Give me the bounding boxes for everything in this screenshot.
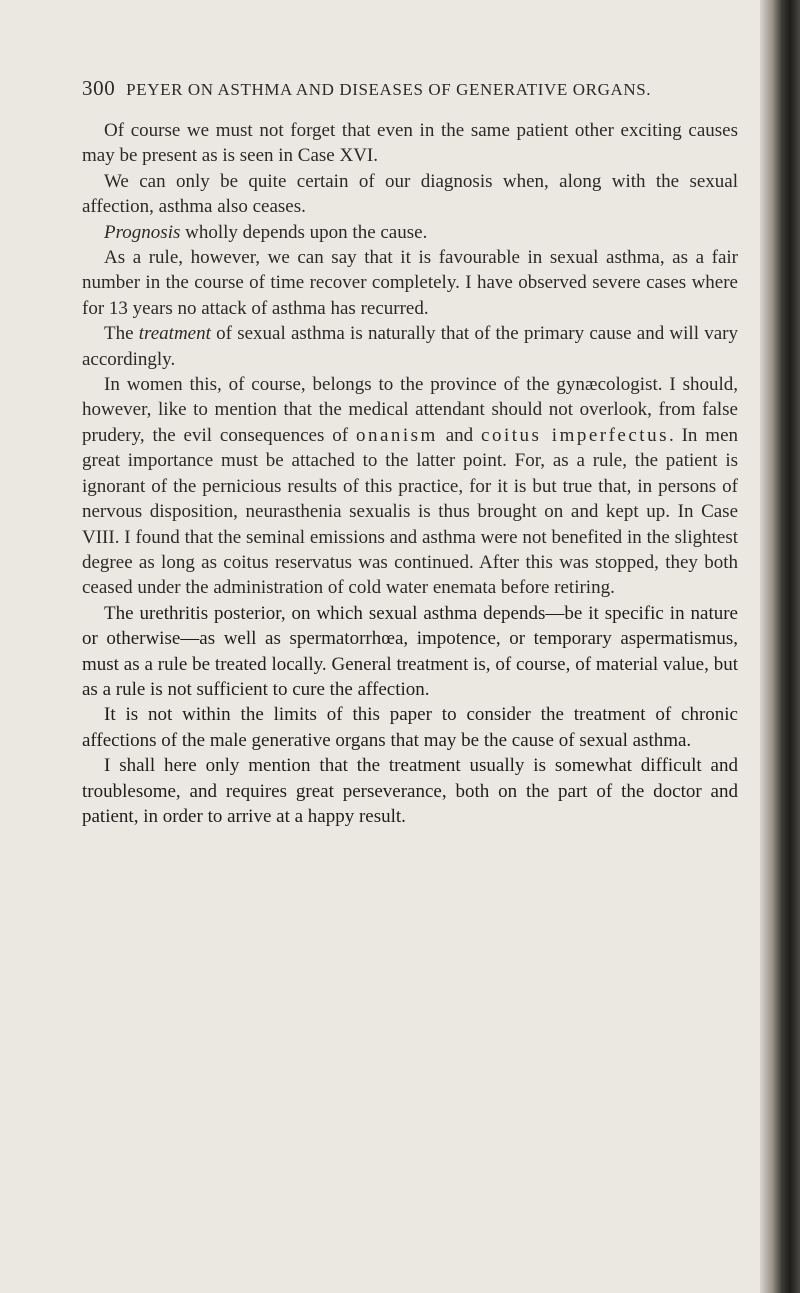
coitus-imperfectus-term: coitus imperfectus xyxy=(481,424,669,446)
paragraph-5-pre: The xyxy=(104,323,139,345)
paragraph-1-text: Of course we must not forget that even in the same patient other exciting causes may be present as is seen in Case XVI. xyxy=(82,120,738,167)
onanism-term: onanism xyxy=(355,424,438,446)
paragraph-9 xyxy=(82,753,738,829)
paragraph-7 xyxy=(82,601,738,703)
paragraph-3 xyxy=(82,220,738,245)
running-header xyxy=(82,76,742,101)
page-number: 300 xyxy=(82,76,116,100)
paragraph-9-text: I shall here only mention that the treatment usually is somewhat difficult and troublesome, and requires great perseverance, both on the part of the doctor and patient, in order to arrive at a happy result. xyxy=(82,755,738,827)
paragraph-7-text: The urethritis posterior, on which sexual asthma depends—be it specific in nature or otherwise—as well as spermatorrhœa, impotence, or temporary aspermatismus, must as a rule be treated locally. General treatment is, of course, of material value, but as a rule is not sufficient to cure the affection. xyxy=(82,602,738,700)
paragraph-8 xyxy=(82,702,738,753)
paragraph-6 xyxy=(82,372,738,601)
paragraph-1 xyxy=(82,118,738,169)
running-title: PEYER ON ASTHMA AND DISEASES OF GENERATIVE ORGANS. xyxy=(126,80,652,99)
prognosis-heading: Prognosis xyxy=(104,221,181,243)
paragraph-6-mid: and xyxy=(437,424,482,446)
body-text xyxy=(82,118,738,829)
paragraph-5-text: of sexual asthma is naturally that of the primary cause and will vary accordingly. xyxy=(82,323,738,370)
paragraph-6-tail: . In men great importance must be attached to the latter point. For, as a rule, the patient is ignorant of the pernicious results of this practice, for it is but true that, in persons of nervous disposition, neurasthenia sexualis is thus brought on and kept up. In Case VIII. I found that the seminal emissions and asthma were not benefited in the slightest degree as long as coitus reservatus was continued. After this was stopped, they both ceased under the administration of cold water enemata before retiring. xyxy=(82,424,739,599)
paragraph-4-text: As a rule, however, we can say that it is favourable in sexual asthma, as a fair number in the course of time recover completely. I have observed severe cases where for 13 years no attack of asthma has recurred. xyxy=(82,247,738,319)
paragraph-3-text: wholly depends upon the cause. xyxy=(180,221,428,243)
paragraph-2 xyxy=(82,169,738,220)
paragraph-4 xyxy=(82,245,738,321)
paragraph-5 xyxy=(82,321,738,372)
paragraph-2-text: We can only be quite certain of our diagnosis when, along with the sexual affection, asthma also ceases. xyxy=(82,170,738,218)
treatment-heading: treatment xyxy=(138,323,211,345)
paragraph-6-text: In women this, of course, belongs to the province of the gynæcologist. I should, however, like to mention that the medical attendant should not overlook, from false prudery, the evil consequences of xyxy=(82,374,738,446)
book-binding-edge xyxy=(760,0,800,1293)
paragraph-8-text: It is not within the limits of this paper to consider the treatment of chronic affections of the male generative organs that may be the cause of sexual asthma. xyxy=(82,704,738,751)
